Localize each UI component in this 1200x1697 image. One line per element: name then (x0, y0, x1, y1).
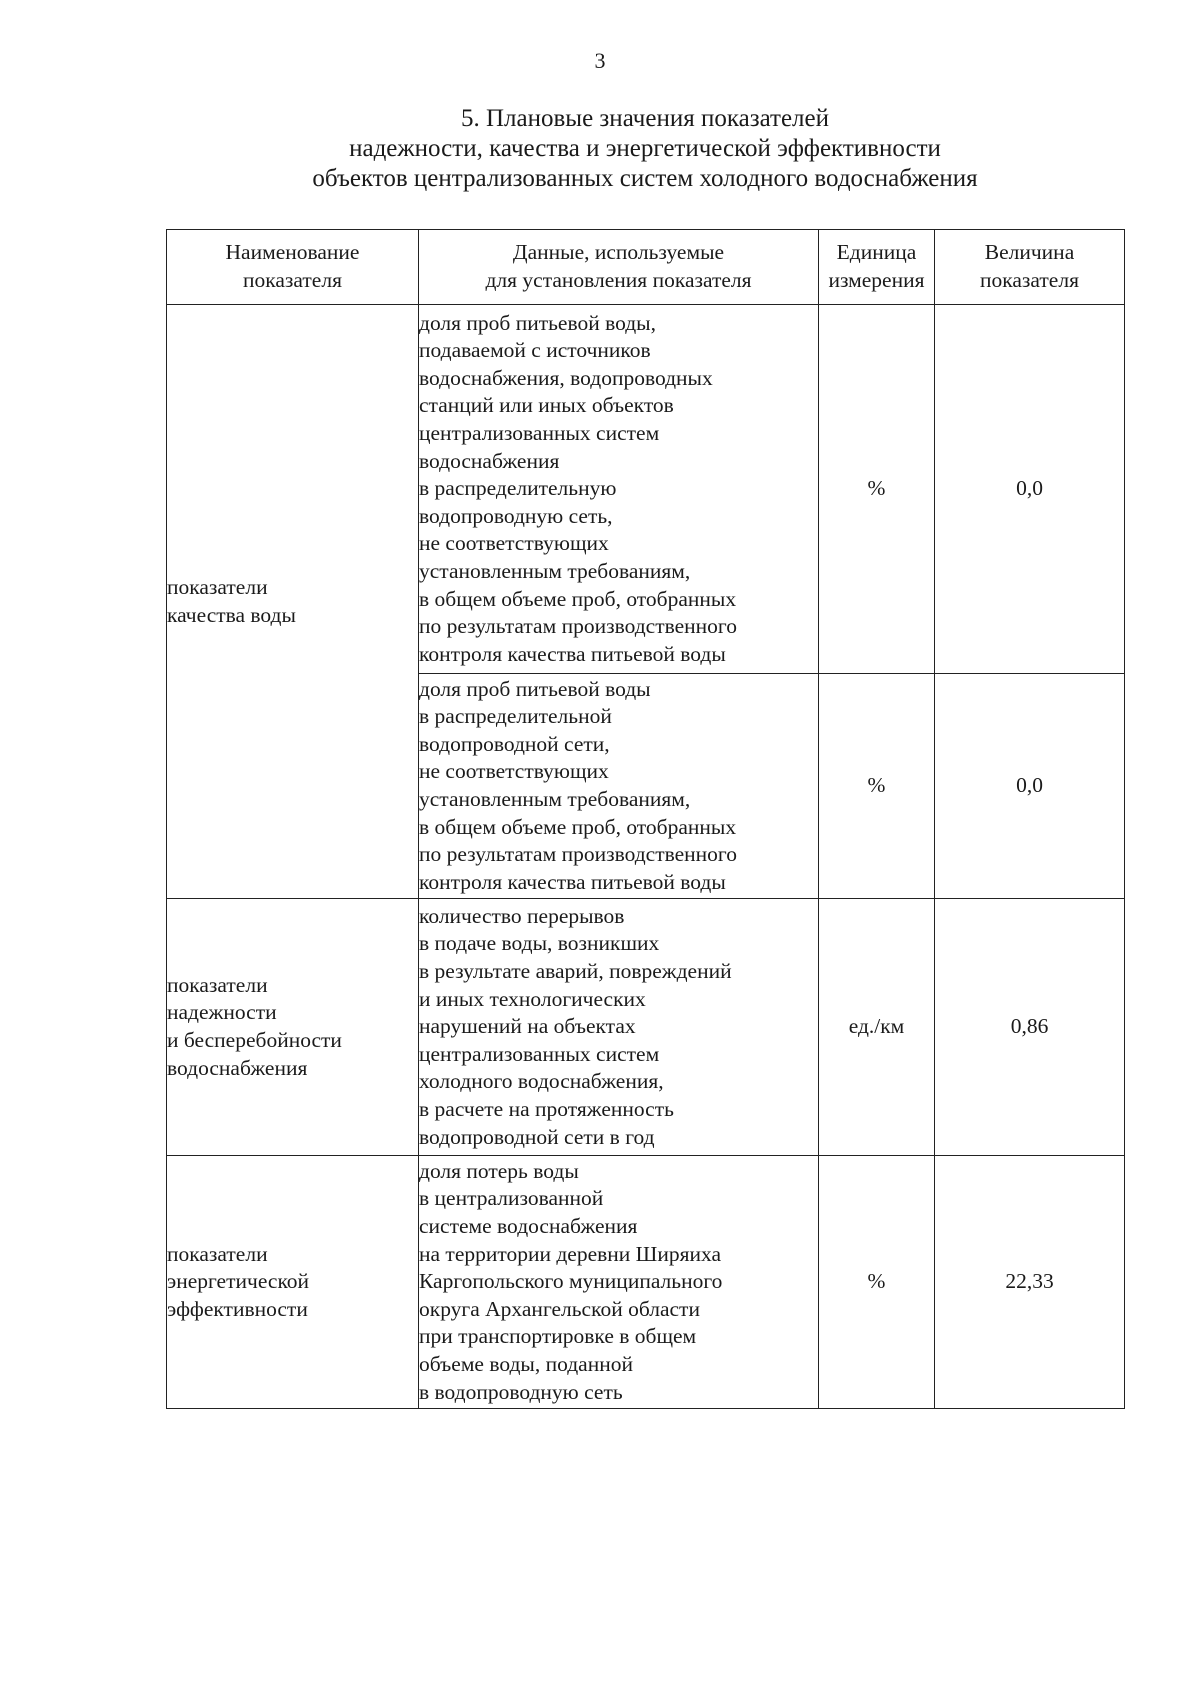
page-number: 3 (594, 48, 606, 73)
indicator-data-line: количество перерывов (419, 903, 625, 928)
indicator-data-line: в общем объеме проб, отобранных (419, 586, 737, 611)
table-header-row (167, 230, 1125, 305)
indicator-name-reliability (167, 899, 419, 1156)
indicator-name-line: показатели (167, 1241, 268, 1266)
header-unit-line-2: измерения (828, 268, 925, 292)
indicator-name-line: качества воды (167, 602, 296, 627)
header-unit (819, 230, 935, 305)
table-row (167, 305, 1125, 674)
indicator-data-line: установленным требованиям, (419, 558, 691, 583)
indicator-data-line: водоснабжения (419, 448, 560, 473)
indicator-data-line: в результате аварий, повреждений (419, 959, 732, 984)
indicator-data-line: системе водоснабжения (419, 1214, 638, 1239)
header-value-line-1: Величина (984, 240, 1075, 265)
indicator-data-line: централизованных систем (419, 421, 660, 446)
header-source-data-line-2: для установления показателя (485, 268, 752, 292)
header-source-data-line-1: Данные, используемые (512, 240, 725, 265)
indicator-name-line: водоснабжения (167, 1055, 308, 1080)
indicator-name-line: эффективности (167, 1296, 308, 1321)
indicator-data (419, 1156, 819, 1409)
table-row (167, 899, 1125, 1156)
indicator-unit: % (819, 305, 935, 674)
indicator-value: 0,86 (935, 899, 1125, 1156)
indicator-data-line: установленным требованиям, (419, 787, 691, 811)
indicator-data-line: в водопроводную сеть (419, 1379, 623, 1404)
header-value (935, 230, 1125, 305)
indicator-data-line: при транспортировке в общем (419, 1324, 697, 1349)
indicator-unit: ед./км (819, 899, 935, 1156)
indicator-data-line: не соответствующих (419, 531, 609, 556)
indicator-name-line: и бесперебойности (167, 1028, 342, 1052)
header-indicator-name-line-1: Наименование (225, 240, 360, 265)
section-title-line-3: объектов централизованных систем холодного водоснабжения (312, 165, 978, 192)
indicator-name-water-quality (167, 305, 419, 899)
indicator-data-line: станций или иных объектов (419, 393, 674, 418)
indicator-data-line: доля проб питьевой воды, (419, 310, 657, 335)
indicator-data-line: в подаче воды, возникших (419, 931, 660, 956)
indicator-data-line: водопроводной сети в год (419, 1124, 655, 1149)
indicator-data-line: не соответствующих (419, 759, 609, 784)
indicator-data-line: контроля качества питьевой воды (419, 641, 726, 666)
indicator-data-line: в централизованной (419, 1186, 604, 1211)
indicator-data-line: в общем объеме проб, отобранных (419, 814, 737, 839)
indicator-data-line: подаваемой с источников (419, 338, 651, 363)
indicator-data-line: по результатам производственного (419, 842, 737, 867)
indicator-data-line: объеме воды, поданной (419, 1351, 633, 1376)
indicator-data-line: холодного водоснабжения, (419, 1069, 664, 1094)
header-unit-line-1: Единица (836, 240, 917, 265)
indicator-value: 22,33 (935, 1156, 1125, 1409)
indicator-data-line: водопроводной сети, (419, 731, 610, 756)
indicator-unit: % (819, 674, 935, 899)
indicator-data (419, 305, 819, 674)
indicator-data (419, 899, 819, 1156)
indicator-data-line: водопроводную сеть, (419, 503, 613, 528)
indicator-name-energy-efficiency (167, 1156, 419, 1409)
indicator-data-line: Каргопольского муниципального (419, 1269, 723, 1294)
indicator-data-line: централизованных систем (419, 1041, 660, 1066)
indicators-table (166, 229, 1125, 1409)
section-title (166, 104, 1124, 194)
indicator-data-line: доля проб питьевой воды (419, 676, 651, 701)
table-row (167, 1156, 1125, 1409)
header-indicator-name-line-2: показателя (243, 268, 342, 292)
indicator-name-line: показатели (167, 972, 268, 997)
indicator-data-line: нарушений на объектах (419, 1014, 636, 1039)
indicator-name-line: показатели (167, 574, 268, 599)
header-value-line-2: показателя (980, 268, 1079, 292)
indicator-data-line: контроля качества питьевой воды (419, 869, 726, 894)
indicator-name-line: надежности (167, 1000, 277, 1025)
indicator-data-line: на территории деревни Ширяиха (419, 1241, 722, 1266)
indicator-value: 0,0 (935, 674, 1125, 899)
indicator-data-line: в распределительную (419, 476, 617, 501)
indicator-data-line: водоснабжения, водопроводных (419, 365, 713, 390)
indicator-data-line: доля потерь воды (419, 1158, 579, 1183)
section-title-line-2: надежности, качества и энергетической эффективности (349, 135, 941, 162)
indicator-data-line: и иных технологических (419, 986, 646, 1011)
section-title-line-1: 5. Плановые значения показателей (460, 105, 830, 132)
header-source-data (419, 230, 819, 305)
header-indicator-name (167, 230, 419, 305)
indicator-data-line: по результатам производственного (419, 614, 737, 639)
indicator-data-line: в распределительной (419, 704, 612, 729)
indicator-unit: % (819, 1156, 935, 1409)
indicator-data-line: в расчете на протяженность (419, 1096, 674, 1121)
indicator-name-line: энергетической (167, 1269, 310, 1294)
indicator-data-line: округа Архангельской области (419, 1296, 700, 1321)
indicator-value: 0,0 (935, 305, 1125, 674)
indicator-data (419, 674, 819, 899)
